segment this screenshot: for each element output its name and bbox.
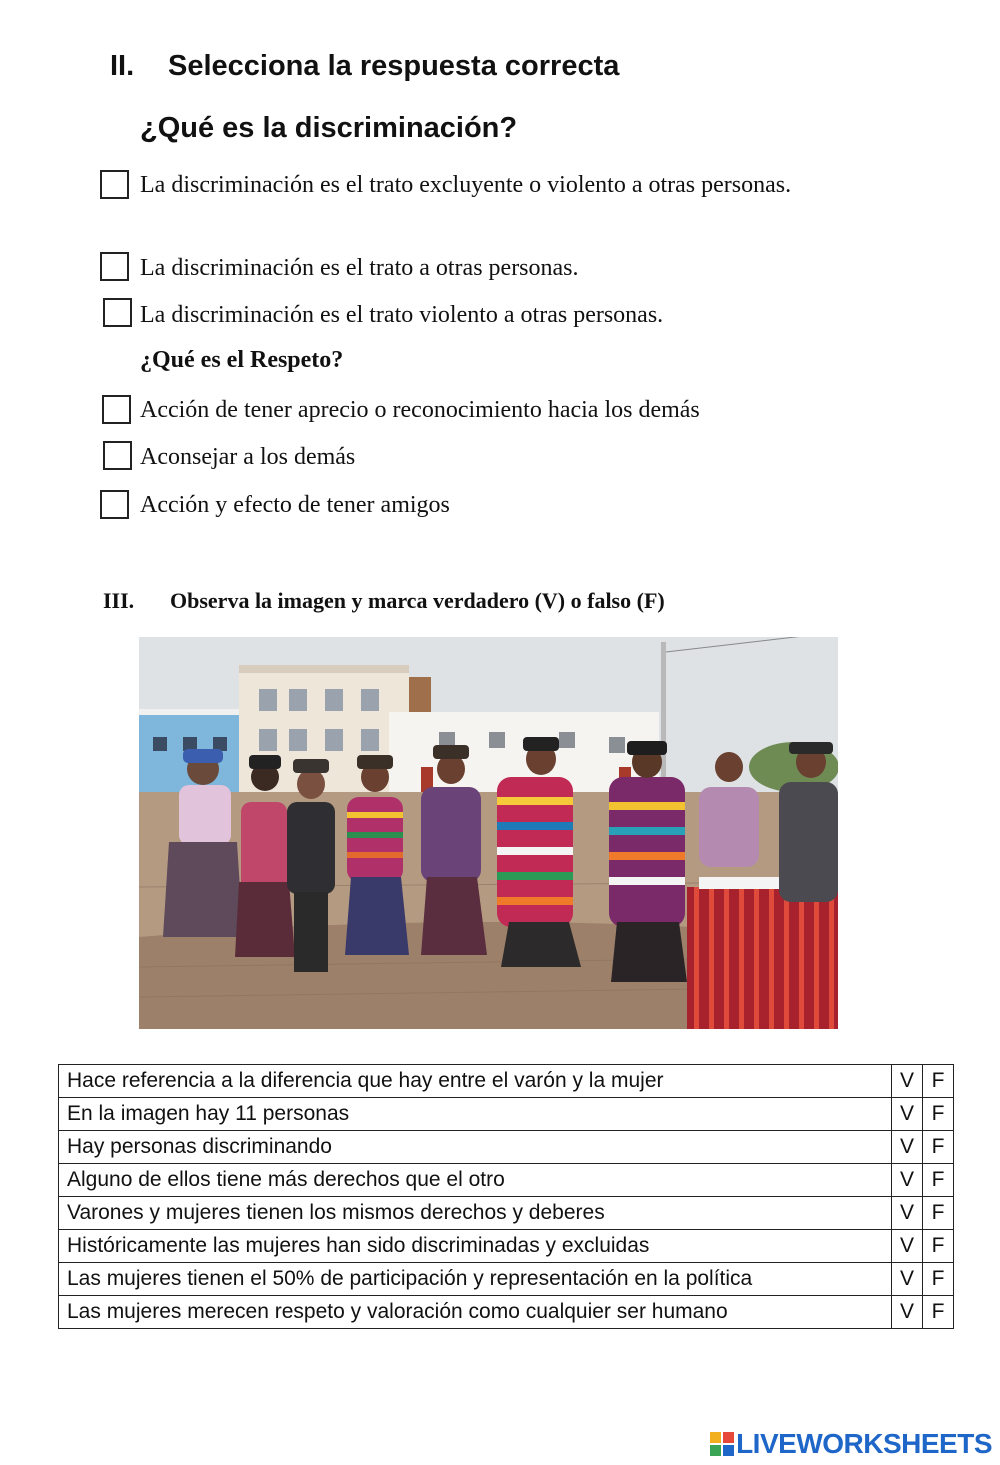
section-3-number: III. <box>103 588 135 613</box>
table-row <box>59 1098 954 1131</box>
true-option[interactable]: V <box>892 1131 923 1164</box>
false-option[interactable]: F <box>923 1230 954 1263</box>
checkbox-option-2-1[interactable] <box>102 395 131 424</box>
table-row <box>59 1164 954 1197</box>
true-option[interactable]: V <box>892 1065 923 1098</box>
checkbox-option-1-2[interactable] <box>100 252 129 281</box>
option-2-1: Acción de tener aprecio o reconocimiento hacia los demás <box>140 397 700 423</box>
table-row <box>59 1065 954 1098</box>
false-option[interactable]: F <box>923 1263 954 1296</box>
photo-people-in-line <box>139 637 838 1029</box>
statement-cell: Las mujeres tienen el 50% de participación y representación en la política <box>59 1263 892 1296</box>
option-2-2: Aconsejar a los demás <box>140 444 356 470</box>
checkbox-option-2-2[interactable] <box>103 441 132 470</box>
true-option[interactable]: V <box>892 1263 923 1296</box>
false-option[interactable]: F <box>923 1296 954 1329</box>
section-2-heading <box>110 50 619 83</box>
checkbox-option-1-3[interactable] <box>103 298 132 327</box>
checkbox-option-1-1[interactable] <box>100 170 129 199</box>
checkbox-option-2-3[interactable] <box>100 490 129 519</box>
true-option[interactable]: V <box>892 1197 923 1230</box>
section-2-number: II. <box>110 50 135 82</box>
false-option[interactable]: F <box>923 1197 954 1230</box>
statement-cell: Alguno de ellos tiene más derechos que el otro <box>59 1164 892 1197</box>
statement-cell: Las mujeres merecen respeto y valoración como cualquier ser humano <box>59 1296 892 1329</box>
false-option[interactable]: F <box>923 1065 954 1098</box>
logo-text: LIVEWORKSHEETS <box>736 1428 992 1459</box>
section-2-title: Selecciona la respuesta correcta <box>168 50 620 82</box>
true-option[interactable]: V <box>892 1164 923 1197</box>
false-option[interactable]: F <box>923 1098 954 1131</box>
true-option[interactable]: V <box>892 1296 923 1329</box>
option-1-3: La discriminación es el trato violento a otras personas. <box>140 302 664 328</box>
table-row <box>59 1296 954 1329</box>
question-respect: ¿Qué es el Respeto? <box>140 347 344 373</box>
table-row <box>59 1230 954 1263</box>
table-row <box>59 1131 954 1164</box>
table-row <box>59 1263 954 1296</box>
logo-grid-icon <box>710 1432 734 1456</box>
statement-cell: Hace referencia a la diferencia que hay entre el varón y la mujer <box>59 1065 892 1098</box>
option-2-3: Acción y efecto de tener amigos <box>140 492 450 518</box>
option-1-2: La discriminación es el trato a otras personas. <box>140 255 579 281</box>
table-row <box>59 1197 954 1230</box>
section-3-heading <box>103 588 665 614</box>
liveworksheets-logo <box>710 1428 992 1460</box>
false-option[interactable]: F <box>923 1164 954 1197</box>
true-false-table <box>58 1064 954 1329</box>
false-option[interactable]: F <box>923 1131 954 1164</box>
option-1-1: La discriminación es el trato excluyente o violento a otras personas. <box>140 172 792 198</box>
true-option[interactable]: V <box>892 1230 923 1263</box>
statement-cell: En la imagen hay 11 personas <box>59 1098 892 1131</box>
statement-cell: Históricamente las mujeres han sido discriminadas y excluidas <box>59 1230 892 1263</box>
section-3-title: Observa la imagen y marca verdadero (V) o falso (F) <box>170 588 665 613</box>
true-option[interactable]: V <box>892 1098 923 1131</box>
statement-cell: Hay personas discriminando <box>59 1131 892 1164</box>
statement-cell: Varones y mujeres tienen los mismos derechos y deberes <box>59 1197 892 1230</box>
question-discrimination: ¿Qué es la discriminación? <box>140 112 518 144</box>
